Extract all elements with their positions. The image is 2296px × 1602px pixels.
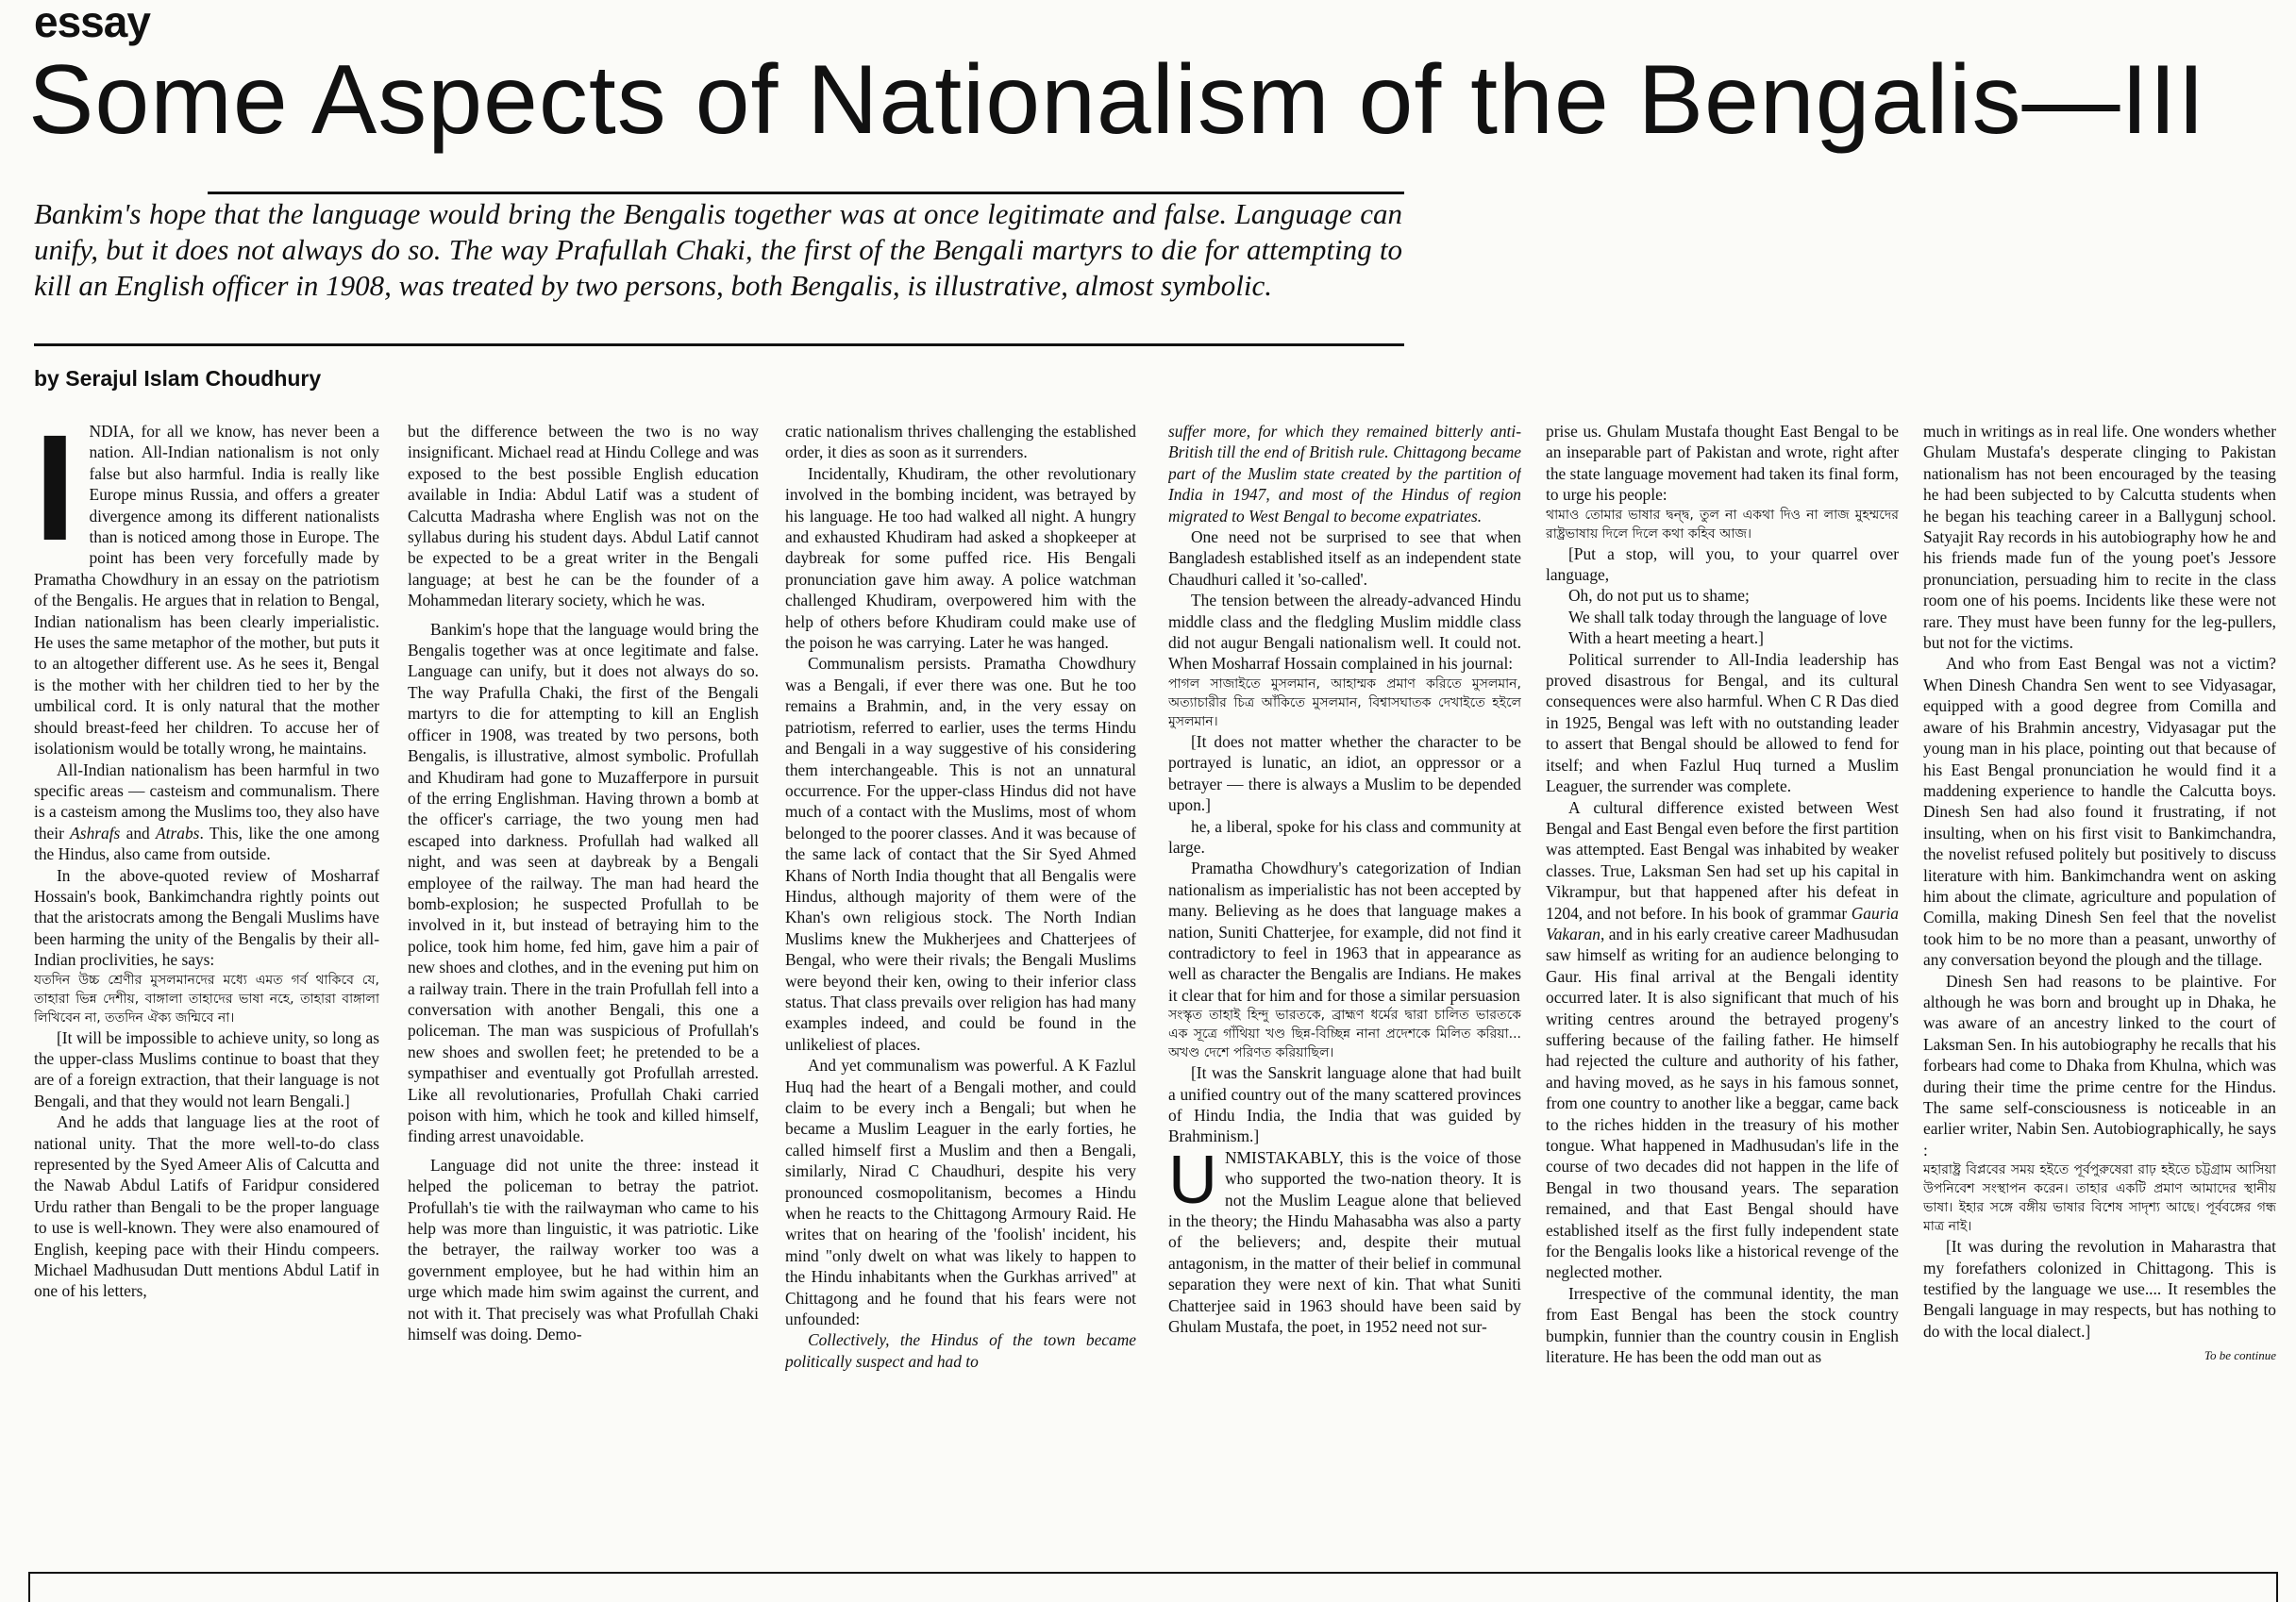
drop-cap: I: [34, 421, 76, 572]
bengali-quote: মহারাষ্ট্র বিপ্লবের সময় হইতে পূর্বপুরুষেরা রাঢ় হইতে চট্টগ্রাম আসিয়া উপনিবেশ সংস্থাপন করেন। তাহার একটি প্রমাণ আমাদের স্থানীয় ভাষা। ইহার সঙ্গে বঙ্গীয় ভাষার বিশেষ সাদৃশ্য আছে। পূর্ববঙ্গের গন্ধ মাত্র নাই।: [1923, 1162, 2276, 1235]
standfirst-bottom-rule: [34, 343, 1404, 346]
paragraph: Pramatha Chowdhury's categorization of Indian nationalism as imperialistic has not been accepted by many. Believing as he does that language makes a nation, Suniti Chatterjee, for example, did not find it contradictory to feel in 1963 that in appearance as well as character the Bengalis are Indians. He makes it clear that for him and for those a similar persuasion: [1168, 859, 1521, 1005]
paragraph: but the difference between the two is no way insignificant. Michael read at Hindu College and was exposed to the best possible English education available in India: Abdul Latif was a student of Calcutta Madrasha where English was not on the syllabus during his student days. Abdul Latif cannot be expected to be a great writer in the Bengali language; at best he can be the founder of a Mohammedan literary society, which he was.: [408, 422, 759, 610]
paragraph: prise us. Ghulam Mustafa thought East Bengal to be an inseparable part of Pakistan and wrote, right after the state language movement had taken its final form, to urge his people:: [1546, 422, 1899, 505]
paragraph: [It does not matter whether the character to be portrayed is lunatic, an idiot, an oppressor or a betrayer — there is always a Muslim to be depended upon.]: [1168, 731, 1521, 815]
standfirst-top-rule: [208, 192, 1404, 194]
paragraph: All-Indian nationalism has been harmful in two specific areas — casteism and communalism. There is a casteism among the Muslims too, they also have their Ashrafs and Atrabs. This, like the one among the Hindus, also came from outside.: [34, 759, 379, 864]
paragraph: We shall talk today through the language of love: [1568, 607, 1887, 626]
paragraph: [It was the Sanskrit language alone that had built a unified country out of the many scattered provinces of Hindu India, the India that was guided by Brahminism.]: [1168, 1063, 1521, 1146]
paragraph: And he adds that language lies at the root of national unity. That the more well-to-do class represented by the Syed Ameer Alis of Calcutta and the Nawab Abdul Latifs of Faridpur considered Urdu rather than Bengali to be the proper language to use is well-known. They were also enamoured of English, keeping pace with their Hindu compeers. Michael Madhusudan Dutt mentions Abdul Latif in one of his letters,: [34, 1112, 379, 1301]
drop-cap: U: [1168, 1142, 1217, 1218]
paragraph: Bankim's hope that the language would bring the Bengalis together was at once legitimate and false. Language can unify, but it does not always do so. The way Prafulla Chaki, the first of the Bengali martyrs to die for attempting to kill an English officer in 1908, was treated by two persons, both Bengalis, is illustrative, almost symbolic. Profullah and Khudiram had gone to Muzafferpore in pursuit of the erring Englishman. Having thrown a bomb at the officer's carriage, the two young men had escaped into darkness. Profullah had walked all night, and was seen at daybreak by a Bengali employee of the railway. The man had heard the bomb-explosion; he suspected Profullah to be involved in it, but instead of betraying him to the police, took him home, fed him, gave him a pair of new shoes and clothes, and in the evening put him on a railway train. There in the train Profullah fell into a conversation with another Bengali, this one a policeman. The man was suspicious of Profullah's new shoes and swollen feet; he pretended to be a sympathiser and eventually got Profullah arrested. Like all revolutionaries, Profullah Chaki carried poison with him, which he took and killed himself, finding arrest unavoidable.: [408, 619, 759, 1146]
paragraph: The tension between the already-advanced Hindu middle class and the fledgling Muslim middle class did not augur Bengali nationalism well. It could not. When Mosharraf Hossain complained in his journal:: [1168, 591, 1521, 674]
column-6: [1923, 421, 2276, 1562]
bengali-quote: থামাও তোমার ভাষার দ্বন্দ্ব, তুল না একথা দিও না লাজ মুহম্মদের রাষ্ট্রভাষায় দিলে দিলে কথা কহিব আজ।: [1546, 507, 1899, 542]
bengali-quote: যতদিন উচ্চ শ্রেণীর মুসলমানদের মধ্যে এমত গর্ব থাকিবে যে, তাহারা ভিন্ন দেশীয়, বাঙ্গালা তাহাদের ভাষা নহে, তাহারা বাঙ্গালা লিখিবেন না, ততদিন ঐক্য জন্মিবে না।: [34, 972, 379, 1026]
column-5: [1546, 421, 1899, 1562]
paragraph: [Put a stop, will you, to your quarrel over language,: [1546, 543, 1899, 585]
paragraph: And who from East Bengal was not a victim? When Dinesh Chandra Sen went to see Vidyasagar, equipped with a good degree from Comilla and aware of his Brahmin ancestry, Vidyasagar put the young man in his place, pointing out that because of his East Bengal pronunciation he would find it a maddening experience to handle the Calcutta boys. Dinesh Sen had also found it frustrating, if not insulting, when on his first visit to Bankimchandra, the novelist refused politely but positively to discuss literature with him. Bankimchandra went on asking him about the climate, agriculture and population of Comilla, making Dinesh Sen feel that the novelist took him to be no more than a peasant, unworthy of any conversation beyond the plough and the tillage.: [1923, 654, 2276, 970]
column-2: [408, 421, 759, 1562]
headline: Some Aspects of Nationalism of the Bengalis—III: [28, 45, 2206, 155]
section-kicker: essay: [34, 0, 150, 46]
paragraph: he, a liberal, spoke for his class and community at large.: [1168, 816, 1521, 857]
paragraph: A cultural difference existed between West Bengal and East Bengal even before the first partition was attempted. East Bengal was inhabited by weaker classes. True, Laksman Sen had set up his capital in Vikrampur, but that happened after his defeat in 1204, and not before. In his book of grammar Gauria Vakaran, and in his early creative career Madhusudan saw himself as writing for an audience belonging to Gaur. His final arrival at the Bengali identity occurred later. It is also significant that much of his writing centres around the betrayed progeny's suffering because of the failing father. He himself had rejected the culture and authority of his father, and having moved, as he says in his famous sonnet, from one country to another like a beggar, came back to the riches hidden in the treasury of his mother tongue. What happened in Madhusudan's life in the course of two decades did not happen in the life of Bengal in two thousand years. The separation remained, and that East Bengal should have established itself as the first fully independent state for the Bengalis looks like a historical revenge of the neglected mother.: [1546, 797, 1899, 1282]
continued-note: To be continue: [2204, 1348, 2276, 1363]
bengali-quote: পাগল সাজাইতে মুসলমান, আহাম্মক প্রমাণ করিতে মুসলমান, অত্যাচারীর চিত্র আঁকিতে মুসলমান, বিশ্বাসঘাতক দেখাইতে হইলে মুসলমান।: [1168, 676, 1521, 729]
paragraph: much in writings as in real life. One wonders whether Ghulam Mustafa's desperate clinging to Pakistan nationalism has not been encouraged by the teasing he had been subjected to by Calcutta students when he began his teaching career in a Ballygunj school. Satyajit Ray records in his autobiography how he and his friends made fun of the young poet's Jessore pronunciation, persuading him to recite in the class room one of his poems. Incidents like these were not rare. They must have been funny for the leg-pullers, but not for the victims.: [1923, 422, 2276, 653]
paragraph: [It was during the revolution in Maharastra that my forefathers colonized in Chittagong. This is testified by the language we use.... It resembles the Bengali language in may respects, but has nothing to do with the local dialect.]: [1923, 1237, 2276, 1341]
column-1: [34, 421, 379, 1562]
paragraph: And yet communalism was powerful. A K Fazlul Huq had the heart of a Bengali mother, and could claim to be every inch a Bengali; but when he became a Muslim Leaguer in the early forties, he called himself first a Muslim and then a Bengali, similarly, Nirad C Chaudhuri, despite his very pronounced cosmopolitanism, becomes a Hindu when he reacts to the Chittagong Armoury Raid. He writes that on hearing of the 'foolish' incident, his mind "only dwelt on what was likely to happen to the Hindu inhabitants when the Gurkhas arrived" at Chittagong and he found that his fears were not unfounded:: [785, 1056, 1136, 1329]
column-4: [1168, 421, 1521, 1562]
paragraph: suffer more, for which they remained bitterly anti-British till the end of British rule. Chittagong became part of the Muslim state created by the partition of India in 1947, and most of the Hindus of region migrated to West Bengal to become expatriates.: [1168, 422, 1521, 526]
paragraph: Irrespective of the communal identity, the man from East Bengal has been the stock country bumpkin, funnier than the country cousin in English literature. He has been the odd man out as: [1546, 1283, 1899, 1367]
paragraph: Incidentally, Khudiram, the other revolutionary involved in the bombing incident, was betrayed by his language. He too had walked all night. A hungry and exhausted Khudiram had asked a shopkeeper at daybreak for some puffed rice. His Bengali pronunciation gave him away. A police watchman challenged Khudiram, overpowered him with the help of others before Khudiram could make use of the poison he was carrying. Later he was hanged.: [785, 463, 1136, 653]
paragraph: Dinesh Sen had reasons to be plaintive. For although he was born and brought up in Dhaka, he was aware of an ancestry linked to the court of Laksman Sen. In his autobiography he recalls that his forbears had come to Dhaka from Khulna, which was during their time the prime centre for the Hindus. The same self-consciousness is noticeable in an earlier writer, Nabin Sen. Autobiographically, he says :: [1923, 971, 2276, 1160]
bengali-quote: সংস্কৃত তাহাই হিন্দু ভারতকে, ব্রাহ্মণ ধর্মের দ্বারা চালিত ভারতকে এক সূত্রে গাঁথিয়া খণ্ড ছিন্ন-বিচ্ছিন্ন নানা প্রদেশকে মিলিত করিয়া... অখণ্ড দেশে পরিণত করিয়াছিল।: [1168, 1008, 1521, 1061]
column-3: [785, 421, 1136, 1562]
paragraph: NDIA, for all we know, has never been a nation. All-Indian nationalism is not only false but also harmful. India is really like Europe minus Russia, and offers a greater divergence among its different nationalists than is noticed among those in Europe. The point has been very forcefully made by Pramatha Chowdhury in an essay on the patriotism of the Bengalis. He argues that in relation to Bengal, Indian nationalism has been clearly imperialistic. He uses the same metaphor of the mother, but puts it to an altogether different use. As he sees it, Bengal is the mother with her children tied to her by the umbilical cord. It is only natural that the mother should breast-feed her children. To accuse her of isolationism would be totally wrong, he maintains.: [34, 422, 379, 759]
paragraph: One need not be surprised to see that when Bangladesh established itself as an independent state Chaudhuri called it 'so-called'.: [1168, 527, 1521, 589]
paragraph: NMISTAKABLY, this is the voice of those who supported the two-nation theory. It is not the Muslim League alone that believed in the theory; the Hindu Mahasabha was also a party of the believers; and, despite their mutual antagonism, in the matter of their belief in communal separation they were next of kin. That what Suniti Chatterjee said in 1963 should have been said by Ghulam Mustafa, the poet, in 1952 need not sur-: [1168, 1147, 1521, 1337]
paragraph: With a heart meeting a heart.]: [1568, 628, 1764, 648]
standfirst: Bankim's hope that the language would bring the Bengalis together was at once legitimate and false. Language can unify, but it does not always do so. The way Prafullah Chaki, the first of the Bengali martyrs to die for attempting to kill an English officer in 1908, was treated by two persons, both Bengalis, is illustrative, almost symbolic.: [34, 197, 1402, 302]
paragraph: Political surrender to All-India leadership has proved disastrous for Bengal, and its cultural consequences were also harmful. When C R Das died in 1925, Bengal was left with no outstanding leader to assert that Bengal should be allowed to fend for itself; and when Fazlul Huq turned a Muslim Leaguer, the surrender was complete.: [1546, 649, 1899, 796]
paragraph: cratic nationalism thrives challenging the established order, it dies as soon as it surrenders.: [785, 422, 1136, 462]
paragraph: Oh, do not put us to shame;: [1568, 586, 1750, 606]
paragraph: In the above-quoted review of Mosharraf Hossain's book, Bankimchandra rightly points out that the aristocrats among the Bengali Muslims have been harming the unity of the Bengalis by their all-Indian proclivities, he says:: [34, 865, 379, 970]
paragraph: Language did not unite the three: instead it helped the policeman to betray the patriot. Profullah's tie with the railwayman who came to his help was more than linguistic, it was patriotic. Like the betrayer, the railway worker too was a government employee, but he had within him an urge which made him swim against the current, and not with it. That precisely was what Profullah Chaki himself was doing. Demo-: [408, 1155, 759, 1344]
byline: by Serajul Islam Choudhury: [34, 366, 322, 391]
paragraph: Collectively, the Hindus of the town became politically suspect and had to: [785, 1330, 1136, 1371]
bottom-frame: [28, 1572, 2278, 1602]
paragraph: [It will be impossible to achieve unity, so long as the upper-class Muslims continue to boast that they are of a foreign extraction, that their language is not Bengali, and that they would not learn Bengali.]: [34, 1027, 379, 1110]
paragraph: Communalism persists. Pramatha Chowdhury was a Bengali, if ever there was one. But he too remains a Brahmin, and, in the very essay on patriotism, referred to earlier, uses the terms Hindu and Bengali in a way suggestive of his considering them interchangeable. This is not an unnatural occurrence. For the upper-class Hindus did not have much of a contact with the Muslims, most of whom belonged to the poorer classes. And it was because of the same lack of contact that the Sir Syed Ahmed Khans of North India thought that all Bengalis were Hindus, although majority of them were of the Khan's own religious stock. The North Indian Muslims knew the Mukherjees and Chatterjees of Bengal, who were their rivals; the Bengali Muslims were beyond their ken, owing to their inferior class status. That class prevails over religion has had many examples indeed, and could be found in the unlikeliest of places.: [785, 654, 1136, 1054]
